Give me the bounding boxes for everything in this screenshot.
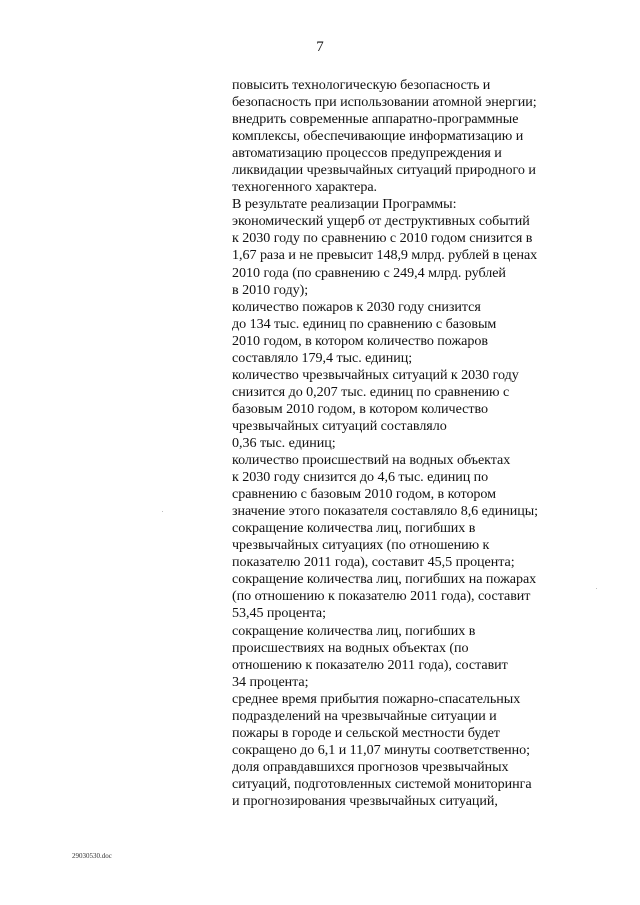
text-line: снизится до 0,207 тыс. единиц по сравнению с xyxy=(232,383,510,400)
text-line: (по отношению к показателю 2011 года), составит xyxy=(232,588,531,605)
text-line: количество происшествий на водных объектах xyxy=(232,452,511,469)
text-line: к 2030 году по сравнению с 2010 годом снизится в xyxy=(232,230,533,247)
text-line: 1,67 раза и не превысит 148,9 млрд. рублей в ценах xyxy=(232,247,538,264)
text-line: пожары в городе и сельской местности будет xyxy=(232,724,500,741)
text-line: среднее время прибытия пожарно-спасательных xyxy=(232,690,521,707)
scan-speck xyxy=(162,511,163,512)
text-line: к 2030 году снизится до 4,6 тыс. единиц по xyxy=(232,469,489,486)
text-line: доля оправдавшихся прогнозов чрезвычайных xyxy=(232,758,509,775)
text-line: повысить технологическую безопасность и xyxy=(232,77,491,93)
text-line: 2010 годом, в котором количество пожаров xyxy=(232,332,488,349)
text-line: ситуаций, подготовленных системой мониторинга xyxy=(232,775,532,792)
text-line: ликвидации чрезвычайных ситуаций природного и xyxy=(232,162,536,179)
text-line: количество пожаров к 2030 году снизится xyxy=(232,298,481,315)
text-line: сокращение количества лиц, погибших в xyxy=(232,622,476,639)
text-line: чрезвычайных ситуаций составляло xyxy=(232,417,447,434)
page-number: 7 xyxy=(316,39,324,55)
text-line: сокращено до 6,1 и 11,07 минуты соответственно; xyxy=(232,741,530,758)
text-line: значение этого показателя составляло 8,6 единицы; xyxy=(232,503,539,520)
body-text xyxy=(232,77,572,810)
text-line: до 134 тыс. единиц по сравнению с базовым xyxy=(232,315,497,332)
text-line: подразделений на чрезвычайные ситуации и xyxy=(232,707,497,724)
text-line: отношению к показателю 2011 года), составит xyxy=(232,656,508,673)
text-line: автоматизацию процессов предупреждения и xyxy=(232,145,502,162)
text-line: техногенного характера. xyxy=(232,179,378,196)
text-line: составляло 179,4 тыс. единиц; xyxy=(232,349,413,366)
text-line: экономический ущерб от деструктивных событий xyxy=(232,213,530,230)
text-line: В результате реализации Программы: xyxy=(232,196,457,213)
text-line: комплексы, обеспечивающие информатизацию и xyxy=(232,128,524,145)
text-line: 2010 года (по сравнению с 249,4 млрд. рублей xyxy=(232,264,506,281)
text-line: количество чрезвычайных ситуаций к 2030 году xyxy=(232,366,519,383)
text-line: в 2010 году); xyxy=(232,281,309,298)
text-line: происшествиях на водных объектах (по xyxy=(232,639,469,656)
text-line: 34 процента; xyxy=(232,673,309,690)
text-line: сокращение количества лиц, погибших на пожарах xyxy=(232,571,537,588)
text-line: чрезвычайных ситуациях (по отношению к xyxy=(232,537,490,554)
text-line: и прогнозирования чрезвычайных ситуаций, xyxy=(232,792,498,809)
text-line: сокращение количества лиц, погибших в xyxy=(232,520,476,537)
text-line: базовым 2010 годом, в котором количество xyxy=(232,400,488,417)
text-line: 53,45 процента; xyxy=(232,605,326,622)
text-line: показателю 2011 года), составит 45,5 процента; xyxy=(232,554,515,571)
text-line: внедрить современные аппаратно-программные xyxy=(232,111,519,128)
text-line: сравнению с базовым 2010 годом, в котором xyxy=(232,486,497,503)
text-line: безопасность при использовании атомной энергии; xyxy=(232,94,537,111)
text-line: 0,36 тыс. единиц; xyxy=(232,434,336,451)
scan-speck xyxy=(596,588,597,589)
footer-filename: 29030530.doc xyxy=(72,852,112,860)
